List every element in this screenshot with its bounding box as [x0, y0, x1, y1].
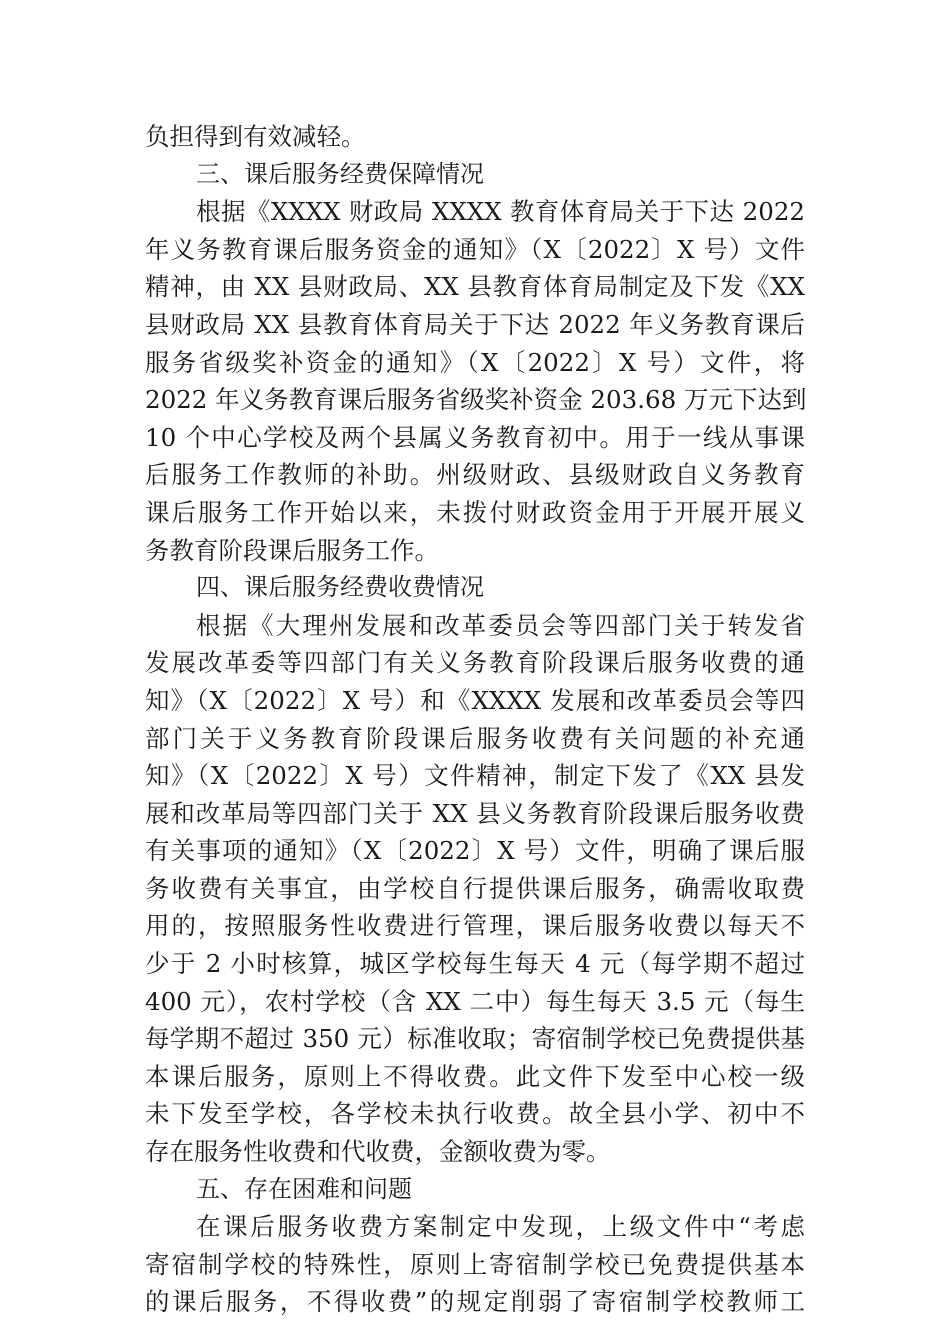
section-heading: 五、存在困难和问题	[196, 1174, 412, 1203]
paragraph-line: 每学期不超过 350 元）标准收取；寄宿制学校已免费提供基	[145, 1024, 805, 1054]
paragraph-line: 负担得到有效减轻。	[145, 122, 366, 151]
paragraph-line: 400 元），农村学校（含 XX 二中）每生每天 3.5 元（每生	[145, 986, 805, 1016]
paragraph-line: 知》（X〔2022〕X 号）和《XXXX 发展和改革委员会等四	[145, 685, 805, 715]
paragraph-line: 2022 年义务教育课后服务省级奖补资金 203.68 万元下达到	[145, 385, 807, 415]
paragraph-line: 在课后服务收费方案制定中发现，上级文件中“考虑	[196, 1212, 805, 1242]
paragraph-line: 有关事项的通知》（X〔2022〕X 号）文件，明确了课后服	[145, 836, 805, 866]
paragraph-line: 服务省级奖补资金的通知》（X〔2022〕X 号）文件，将	[145, 347, 805, 377]
paragraph-line: 的课后服务，不得收费”的规定削弱了寄宿制学校教师工	[145, 1287, 805, 1317]
paragraph-line: 发展改革委等四部门有关义务教育阶段课后服务收费的通	[145, 648, 805, 678]
paragraph-line: 少于 2 小时核算，城区学校每生每天 4 元（每学期不超过	[145, 949, 805, 979]
paragraph-line: 10 个中心学校及两个县属义务教育初中。用于一线从事课	[145, 422, 805, 452]
paragraph-line: 根据《XXXX 财政局 XXXX 教育体育局关于下达 2022	[196, 197, 805, 227]
paragraph-line: 展和改革局等四部门关于 XX 县义务教育阶段课后服务收费	[145, 798, 805, 828]
section-heading: 四、课后服务经费收费情况	[196, 573, 484, 602]
paragraph-line: 后服务工作教师的补助。州级财政、县级财政自义务教育	[145, 460, 805, 490]
paragraph-line: 务教育阶段课后服务工作。	[145, 535, 439, 565]
paragraph-line: 本课后服务，原则上不得收费。此文件下发至中心校一级	[145, 1061, 805, 1091]
paragraph-line: 寄宿制学校的特殊性，原则上寄宿制学校已免费提供基本	[145, 1249, 805, 1279]
paragraph-line: 课后服务工作开始以来，未拨付财政资金用于开展开展义	[145, 497, 805, 527]
paragraph-line: 未下发至学校，各学校未执行收费。故全县小学、初中不	[145, 1099, 805, 1129]
paragraph-line: 知》（X〔2022〕X 号）文件精神，制定下发了《XX 县发	[145, 761, 805, 791]
paragraph-line: 根据《大理州发展和改革委员会等四部门关于转发省	[196, 610, 805, 640]
paragraph-line: 年义务教育课后服务资金的通知》（X〔2022〕X 号）文件	[145, 234, 805, 264]
paragraph-line: 精神，由 XX 县财政局、XX 县教育体育局制定及下发《XX	[145, 272, 805, 302]
paragraph-line: 县财政局 XX 县教育体育局关于下达 2022 年义务教育课后	[145, 309, 805, 339]
paragraph-line: 存在服务性收费和代收费，金额收费为零。	[145, 1137, 611, 1167]
section-heading: 三、课后服务经费保障情况	[196, 159, 484, 188]
paragraph-line: 部门关于义务教育阶段课后服务收费有关问题的补充通	[145, 723, 805, 753]
paragraph-line: 用的，按照服务性收费进行管理，课后服务收费以每天不	[145, 911, 805, 941]
paragraph-line: 务收费有关事宜，由学校自行提供课后服务，确需收取费	[145, 873, 805, 903]
document-page	[145, 118, 805, 1321]
